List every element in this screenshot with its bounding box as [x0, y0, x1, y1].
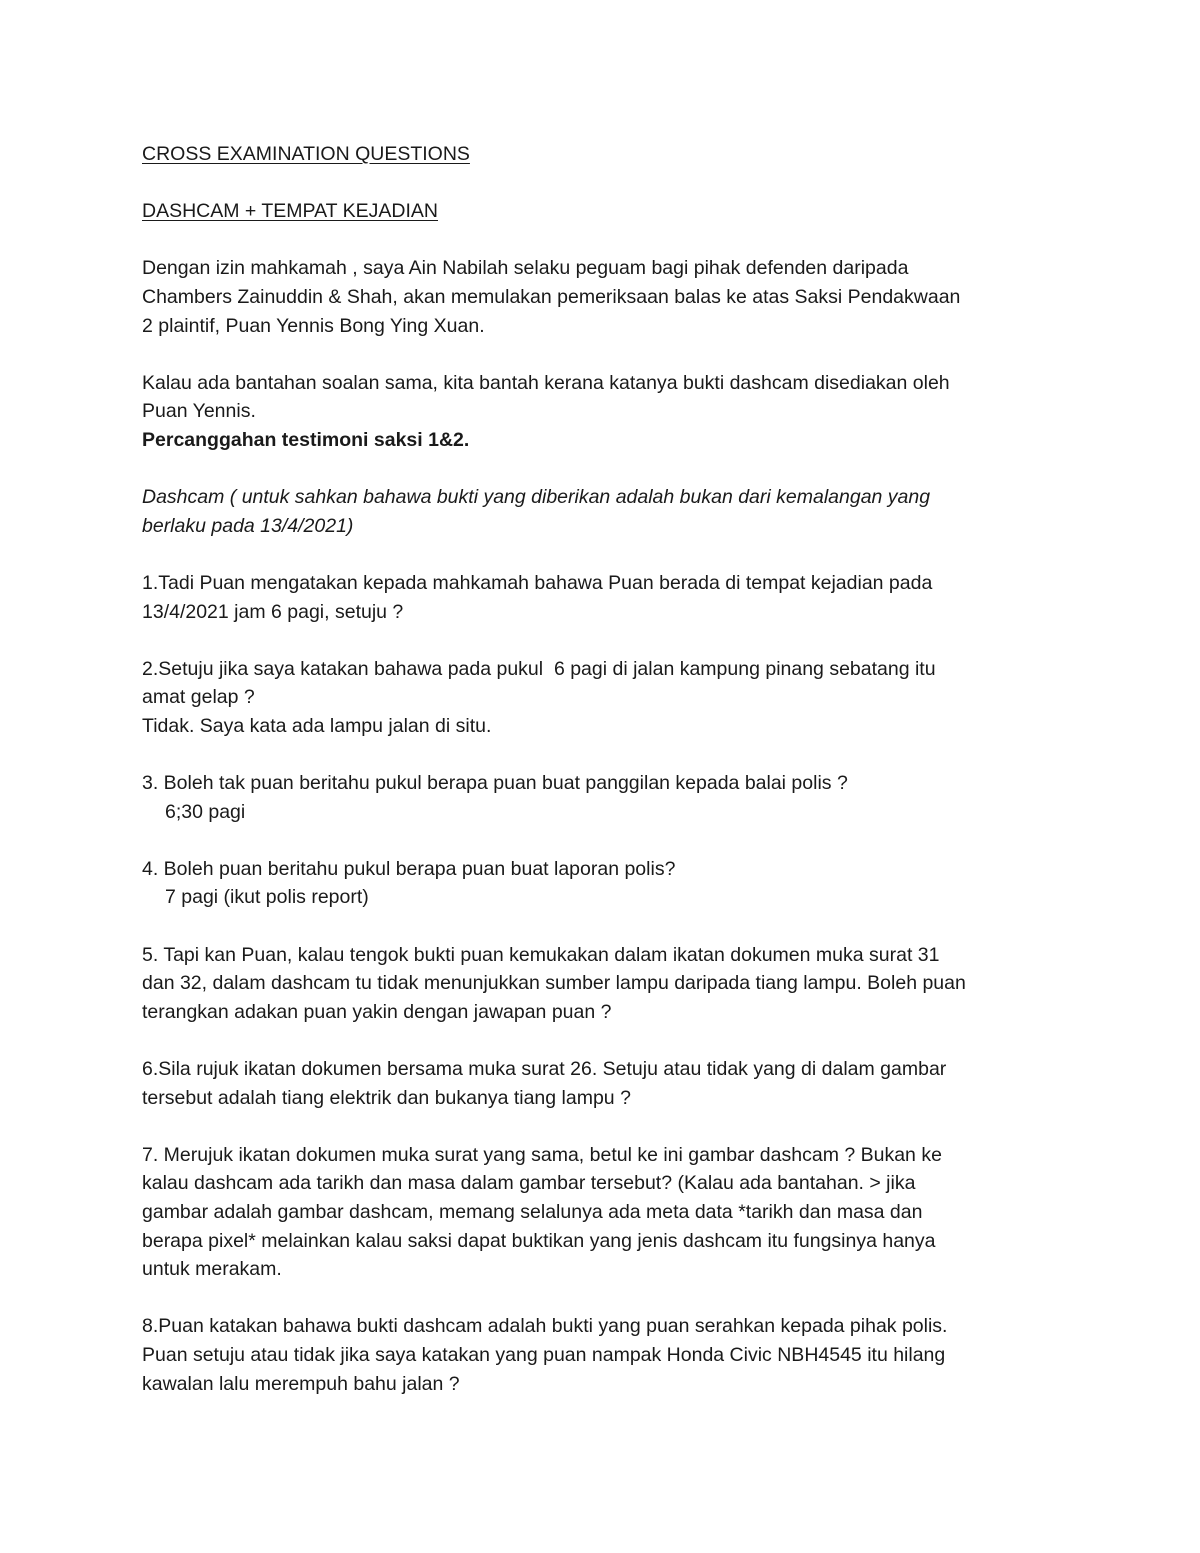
intro-line: 2 plaintif, Puan Yennis Bong Ying Xuan.	[142, 314, 485, 337]
question-2	[142, 655, 1060, 741]
intro-line: Chambers Zainuddin & Shah, akan memulakan pemeriksaan balas ke atas Saksi Pendakwaan	[142, 285, 961, 308]
note-line: Puan Yennis.	[142, 400, 256, 423]
italic-note-line: Dashcam ( untuk sahkan bahawa bukti yang diberikan adalah bukan dari kemalangan yang	[142, 486, 931, 509]
question-6	[142, 1055, 1060, 1112]
question-line: 1.Tadi Puan mengatakan kepada mahkamah bahawa Puan berada di tempat kejadian pada	[142, 571, 933, 594]
answer-line: Tidak. Saya kata ada lampu jalan di situ.	[142, 714, 492, 737]
question-line: 4. Boleh puan beritahu pukul berapa puan buat laporan polis?	[142, 857, 676, 880]
answer-line: 7 pagi (ikut polis report)	[165, 886, 369, 909]
section-heading: DASHCAM + TEMPAT KEJADIAN	[142, 200, 438, 223]
question-line: Puan setuju atau tidak jika saya katakan yang puan nampak Honda Civic NBH4545 itu hilang	[142, 1343, 946, 1366]
question-line: 5. Tapi kan Puan, kalau tengok bukti puan kemukakan dalam ikatan dokumen muka surat 31	[142, 943, 940, 966]
question-line: amat gelap ?	[142, 686, 255, 709]
question-line: dan 32, dalam dashcam tu tidak menunjukkan sumber lampu daripada tiang lampu. Boleh puan	[142, 972, 966, 995]
question-line: 8.Puan katakan bahawa bukti dashcam adalah bukti yang puan serahkan kepada pihak polis.	[142, 1315, 948, 1338]
question-line: kawalan lalu merempuh bahu jalan ?	[142, 1372, 460, 1395]
question-5	[142, 941, 1060, 1027]
italic-note	[142, 483, 1060, 540]
question-line: 13/4/2021 jam 6 pagi, setuju ?	[142, 600, 404, 623]
intro-paragraph	[142, 254, 1060, 340]
question-line: gambar adalah gambar dashcam, memang selalunya ada meta data *tarikh dan masa dan	[142, 1200, 923, 1223]
question-line: tersebut adalah tiang elektrik dan bukanya tiang lampu ?	[142, 1086, 631, 1109]
question-4	[142, 855, 1060, 912]
question-line: 3. Boleh tak puan beritahu pukul berapa puan buat panggilan kepada balai polis ?	[142, 772, 848, 795]
question-line: terangkan adakan puan yakin dengan jawapan puan ?	[142, 1000, 612, 1023]
intro-line: Dengan izin mahkamah , saya Ain Nabilah selaku peguam bagi pihak defenden daripada	[142, 257, 909, 280]
question-line: 7. Merujuk ikatan dokumen muka surat yang sama, betul ke ini gambar dashcam ? Bukan ke	[142, 1143, 942, 1166]
question-line: kalau dashcam ada tarikh dan masa dalam gambar tersebut? (Kalau ada bantahan. > jika	[142, 1172, 916, 1195]
question-1	[142, 569, 1060, 626]
question-line: untuk merakam.	[142, 1258, 282, 1281]
question-8	[142, 1312, 1060, 1398]
bold-note: Percanggahan testimoni saksi 1&2.	[142, 428, 470, 451]
question-line: 6.Sila rujuk ikatan dokumen bersama muka surat 26. Setuju atau tidak yang di dalam gambar	[142, 1058, 947, 1080]
question-3	[142, 769, 1060, 826]
question-line: berapa pixel* melainkan kalau saksi dapat buktikan yang jenis dashcam itu fungsinya hanya	[142, 1229, 936, 1252]
italic-note-line: berlaku pada 13/4/2021)	[142, 514, 354, 537]
answer-line: 6;30 pagi	[165, 800, 246, 823]
question-line: 2.Setuju jika saya katakan bahawa pada pukul 6 pagi di jalan kampung pinang sebatang itu	[142, 657, 936, 680]
question-7	[142, 1141, 1060, 1284]
document-title: CROSS EXAMINATION QUESTIONS	[142, 143, 470, 165]
objection-note	[142, 369, 1060, 426]
note-line: Kalau ada bantahan soalan sama, kita bantah kerana katanya bukti dashcam disediakan oleh	[142, 371, 950, 394]
